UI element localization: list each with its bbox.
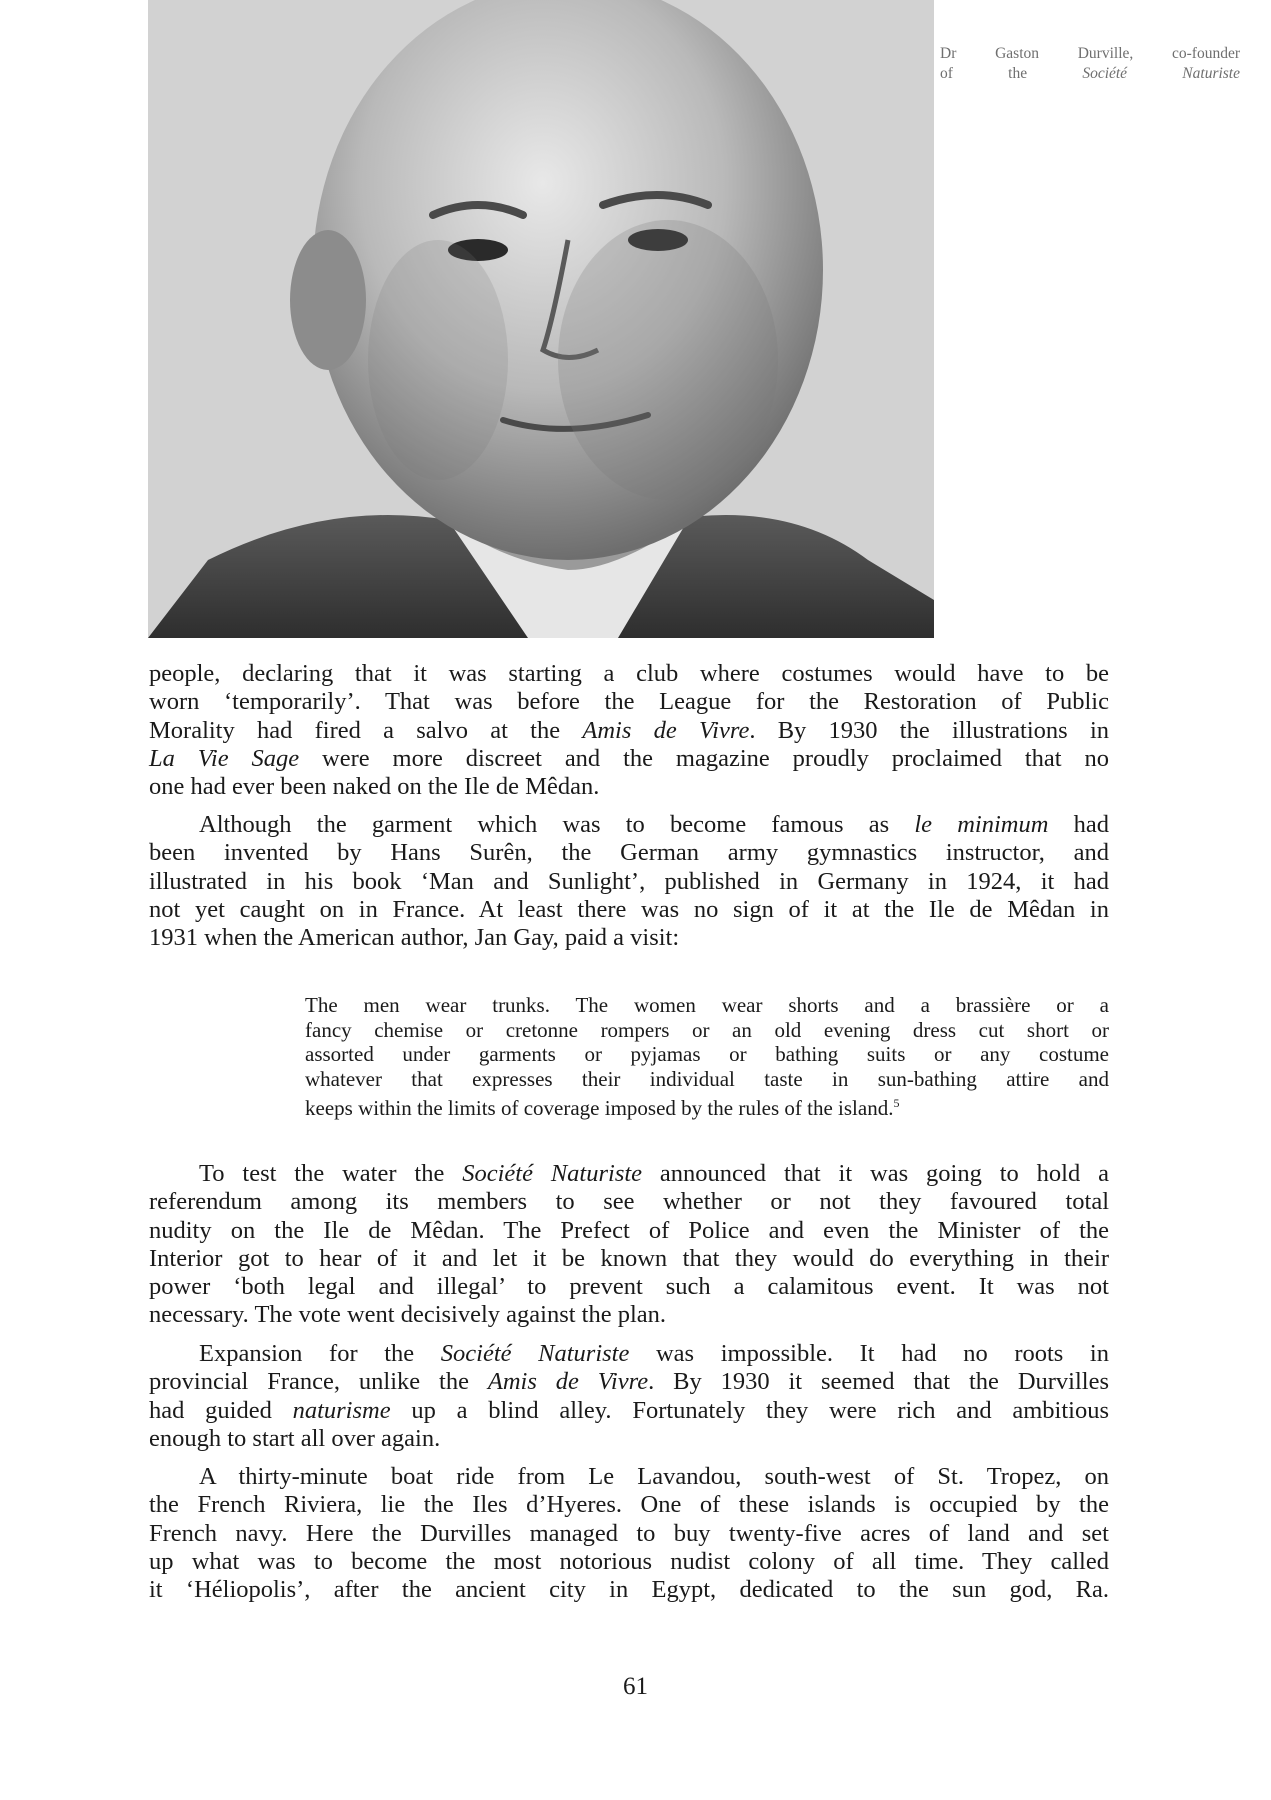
text-line: up what was to become the most notorious nudist colony of all time. They called xyxy=(149,1547,1109,1575)
text-line: 1931 when the American author, Jan Gay, paid a visit: xyxy=(149,924,680,952)
paragraph-3 xyxy=(149,1160,1109,1330)
photo-caption xyxy=(940,44,1240,84)
text-line: not yet caught on in France. At least there was no sign of it at the Ile de Mêdan in xyxy=(149,895,1109,923)
text-line: been invented by Hans Surên, the German army gymnastics instructor, and xyxy=(149,839,1109,867)
text-line: had guided naturisme up a blind alley. Fortunately they were rich and ambitious xyxy=(149,1396,1109,1424)
text-line: people, declaring that it was starting a club where costumes would have to be xyxy=(149,660,1109,687)
quote-line: The men wear trunks. The women wear shorts and a brassière or a xyxy=(305,993,1109,1017)
text-line: Interior got to hear of it and let it be known that they would do everything in their xyxy=(149,1244,1109,1272)
quote-line: assorted under garments or pyjamas or bathing suits or any costume xyxy=(305,1042,1109,1066)
text-line: To test the water the Société Naturiste announced that it was going to hold a xyxy=(199,1160,1109,1187)
text-line: French navy. Here the Durvilles managed to buy twenty-five acres of land and set xyxy=(149,1519,1109,1547)
paragraph-5 xyxy=(149,1463,1109,1604)
paragraph-2 xyxy=(149,811,1109,952)
footnote-marker: 5 xyxy=(893,1096,900,1110)
text-line: it ‘Héliopolis’, after the ancient city in Egypt, dedicated to the sun god, Ra. xyxy=(149,1576,1109,1604)
text-line: provincial France, unlike the Amis de Vivre. By 1930 it seemed that the Durvilles xyxy=(149,1368,1110,1396)
text-line: worn ‘temporarily’. That was before the League for the Restoration of Public xyxy=(149,688,1109,716)
quote-line: keeps within the limits of coverage imposed by the rules of the island.$^5$ xyxy=(305,1096,900,1120)
text-line: Morality had fired a salvo at the Amis de Vivre. By 1930 the illustrations in xyxy=(149,716,1109,744)
text-line: Expansion for the Société Naturiste was impossible. It had no roots in xyxy=(199,1340,1109,1367)
quote-line: fancy chemise or cretonne rompers or an old evening dress cut short or xyxy=(305,1017,1109,1042)
page-number: 61 xyxy=(623,1673,648,1700)
paragraph-4 xyxy=(149,1340,1109,1453)
text-line: illustrated in his book ‘Man and Sunlight’, published in Germany in 1924, it had xyxy=(149,867,1109,895)
text-line: one had ever been naked on the Ile de Mêdan. xyxy=(149,773,600,801)
text-line: referendum among its members to see whether or not they favoured total xyxy=(149,1188,1109,1216)
caption-line: of the Société Naturiste xyxy=(940,65,1240,82)
text-line: power ‘both legal and illegal’ to prevent such a calamitous event. It was not xyxy=(149,1273,1109,1301)
text-line: La Vie Sage were more discreet and the magazine proudly proclaimed that no xyxy=(149,744,1109,772)
caption-line: Dr Gaston Durville, co-founder xyxy=(940,45,1240,62)
text-line: Although the garment which was to become famous as le minimum had xyxy=(199,811,1109,838)
portrait-icon xyxy=(148,0,934,638)
paragraph-1 xyxy=(149,660,1109,801)
portrait-photo xyxy=(148,0,934,638)
block-quote xyxy=(305,993,1109,1121)
text-line: the French Riviera, lie the Iles d’Hyeres. One of these islands is occupied by the xyxy=(149,1491,1109,1519)
text-line: necessary. The vote went decisively against the plan. xyxy=(149,1301,667,1329)
text-line: nudity on the Ile de Mêdan. The Prefect of Police and even the Minister of the xyxy=(149,1216,1109,1244)
text-line: enough to start all over again. xyxy=(149,1424,441,1452)
quote-line: whatever that expresses their individual taste in sun-bathing attire and xyxy=(305,1066,1109,1091)
text-line: A thirty-minute boat ride from Le Lavandou, south-west of St. Tropez, on xyxy=(199,1463,1109,1490)
